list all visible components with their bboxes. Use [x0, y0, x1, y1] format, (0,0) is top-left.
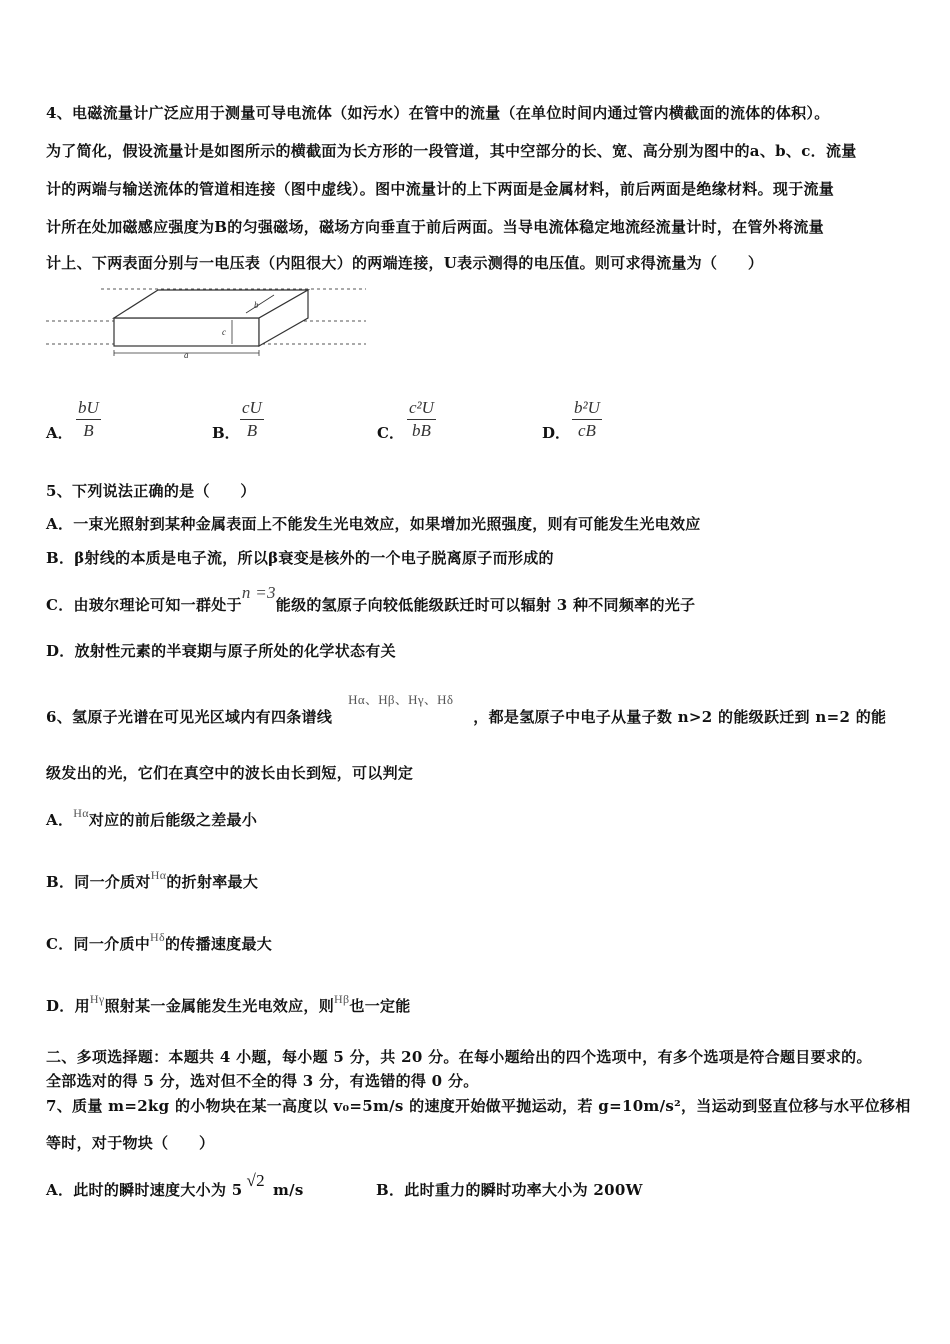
section2-line-2: 全部选对的得 5 分，选对但不全的得 3 分，有选错的得 0 分。 — [46, 1072, 479, 1090]
q4-option-d-num: b²U — [574, 398, 600, 417]
q5-stem: 5、下列说法正确的是（ ） — [46, 482, 256, 500]
q6-stem-line-2: 级发出的光，它们在真空中的波长由长到短，可以判定 — [46, 764, 414, 782]
q5-option-b: B．β射线的本质是电子流，所以β衰变是核外的一个电子脱离原子而形成的 — [46, 549, 554, 567]
label-b: b — [254, 300, 259, 310]
q4-option-b-fraction — [240, 398, 264, 441]
q6-option-d — [46, 992, 411, 1016]
q4-line-3: 计的两端与输送流体的管道相连接（图中虚线）。图中流量计的上下两面是金属材料，前后两面是绝缘材料。现于流量 — [46, 180, 835, 198]
q4-line-5: 计上、下两表面分别与一电压表（内阻很大）的两端连接，U表示测得的电压值。则可求得流量为（ ） — [46, 254, 764, 272]
q6-option-b-post: 的折射率最大 — [166, 873, 259, 891]
q6-option-b — [46, 868, 259, 892]
q7-line-1: 7、质量 m=2kg 的小物块在某一高度以 v₀=5m/s 的速度开始做平抛运动，若 g=10m/s²，当运动到竖直位移与水平位移相 — [46, 1097, 911, 1115]
q6-stem-pre: 6、氢原子光谱在可见光区域内有四条谱线 — [46, 708, 333, 726]
q4-option-b-label: B． — [212, 424, 240, 442]
q6-option-d-symbol-1: Hγ — [89, 992, 105, 1006]
q7-option-a-unit: m/s — [272, 1181, 304, 1199]
label-c: c — [222, 327, 226, 337]
q6-option-c-symbol: Hδ — [150, 930, 165, 944]
q4-option-d-label: D． — [542, 424, 571, 442]
q4-option-c-fraction — [407, 398, 436, 441]
q6-option-d-post: 也一定能 — [349, 997, 411, 1015]
q6-stem-line-1 — [46, 692, 887, 727]
q6-option-b-pre: B．同一介质对 — [46, 873, 151, 891]
q4-option-d-fraction — [572, 398, 602, 441]
q6-spectral-lines: Hα、Hβ、Hγ、Hδ — [348, 692, 454, 707]
q4-line-2: 为了简化，假设流量计是如图所示的横截面为长方形的一段管道，其中空部分的长、宽、高分别为图中的a、b、c．流量 — [46, 142, 857, 160]
q6-option-a-post: 对应的前后能级之差最小 — [88, 811, 258, 829]
q6-option-b-symbol: Hα — [150, 868, 167, 882]
q7-option-b: B．此时重力的瞬时功率大小为 200W — [376, 1181, 643, 1199]
q5-option-c-pre: C．由玻尔理论可知一群处于 — [46, 596, 242, 614]
q7-line-2: 等时，对于物块（ ） — [46, 1134, 215, 1152]
fraction-bar — [76, 419, 101, 420]
q6-stem-post: ，都是氢原子中电子从量子数 n>2 的能级跃迁到 n=2 的能 — [473, 708, 887, 726]
q5-option-c-post: 能级的氢原子向较低能级跃迁时可以辐射 3 种不同频率的光子 — [275, 596, 696, 614]
q4-option-c-num: c²U — [409, 398, 434, 417]
flow-meter-diagram — [46, 280, 376, 360]
q4-option-a-fraction — [76, 398, 101, 441]
label-a: a — [184, 350, 189, 360]
q5-option-c — [46, 583, 696, 615]
q4-line-1: 4、电磁流量计广泛应用于测量可导电流体（如污水）在管中的流量（在单位时间内通过管内横截面的流体的体积）。 — [46, 104, 830, 122]
q6-option-a-pre: A． — [46, 811, 74, 829]
q5-option-c-math: n =3 — [241, 583, 276, 602]
q6-option-d-pre: D．用 — [46, 997, 90, 1015]
q5-option-a: A．一束光照射到某种金属表面上不能发生光电效应，如果增加光照强度，则有可能发生光电效应 — [46, 515, 701, 533]
section2-line-1: 二、多项选择题：本题共 4 小题，每小题 5 分，共 20 分。在每小题给出的四个选项中，有多个选项是符合题目要求的。 — [46, 1048, 872, 1066]
q6-option-d-mid: 照射某一金属能发生光电效应，则 — [104, 997, 335, 1015]
q6-option-c-pre: C．同一介质中 — [46, 935, 151, 953]
q4-option-c-den: bB — [412, 421, 431, 440]
q4-option-a-label: A． — [46, 424, 73, 442]
q4-option-a-num: bU — [78, 398, 99, 417]
q7-option-a — [46, 1171, 304, 1200]
q4-option-b-den: B — [246, 421, 258, 440]
q4-line-4: 计所在处加磁感应强度为B的匀强磁场，磁场方向垂直于前后两面。当导电流体稳定地流经流量计时，在管外将流量 — [46, 218, 824, 236]
q6-option-c-post: 的传播速度最大 — [164, 935, 273, 953]
q6-option-a — [46, 806, 258, 830]
q4-option-a-den: B — [83, 421, 94, 440]
q6-option-a-symbol: Hα — [73, 806, 89, 820]
q4-option-c-label: C． — [377, 424, 404, 442]
fraction-bar — [572, 419, 602, 420]
q4-option-d-den: cB — [577, 421, 596, 440]
fraction-bar — [407, 419, 436, 420]
fraction-bar — [240, 419, 264, 420]
q7-option-a-pre: A．此时的瞬时速度大小为 5 — [46, 1181, 243, 1199]
q5-option-d: D．放射性元素的半衰期与原子所处的化学状态有关 — [46, 642, 396, 660]
q7-option-a-sqrt: √2 — [246, 1171, 265, 1190]
q6-option-d-symbol-2: Hβ — [334, 992, 350, 1006]
q4-option-b-num: cU — [242, 398, 262, 417]
q6-option-c — [46, 930, 273, 954]
